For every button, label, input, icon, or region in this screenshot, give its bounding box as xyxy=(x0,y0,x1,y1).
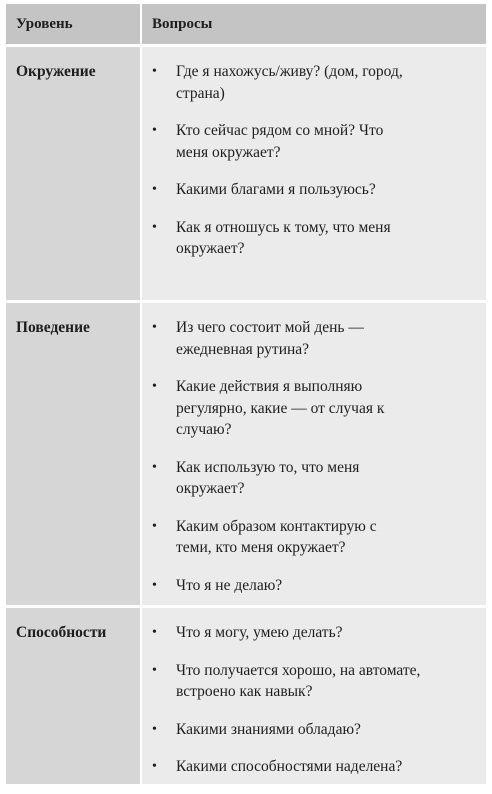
levels-table xyxy=(6,4,486,784)
bullet-icon: • xyxy=(152,662,157,678)
level-cell: Окружение xyxy=(6,47,140,300)
bullet-icon: • xyxy=(152,577,157,593)
table-row xyxy=(6,47,486,300)
bullet-icon: • xyxy=(152,518,157,534)
list-item xyxy=(142,61,412,104)
bullet-icon: • xyxy=(152,320,157,335)
question-text: Какими способностями наделена? xyxy=(176,758,403,775)
question-list xyxy=(142,47,418,276)
questions-cell xyxy=(140,303,486,605)
question-text: Что получается хорошо, на автомате, встроено как навык? xyxy=(176,661,421,700)
questions-cell xyxy=(140,47,486,300)
question-list xyxy=(142,303,418,612)
header-questions: Вопросы xyxy=(140,4,486,44)
bullet-icon: • xyxy=(152,123,157,138)
level-cell: Способности xyxy=(6,608,140,784)
bullet-icon: • xyxy=(152,625,157,640)
question-list xyxy=(142,608,486,794)
question-text: Какие действия я выполняю регулярно, какие — от случая к случаю? xyxy=(176,378,385,438)
bullet-icon: • xyxy=(152,379,157,394)
list-item xyxy=(142,719,480,741)
list-item xyxy=(142,217,412,260)
list-item xyxy=(142,516,412,559)
bullet-icon: • xyxy=(152,759,157,774)
question-text: Что я не делаю? xyxy=(176,576,283,594)
list-item xyxy=(142,756,480,778)
list-item xyxy=(142,376,412,441)
question-text: Где я нахожусь/живу? (дом, город, страна) xyxy=(176,63,403,102)
list-item xyxy=(142,622,480,644)
list-item xyxy=(142,457,412,500)
list-item xyxy=(142,120,412,163)
bullet-icon: • xyxy=(152,219,157,235)
table-row xyxy=(6,608,486,784)
question-text: Что я могу, умею делать? xyxy=(176,624,343,641)
question-text: Как я отношусь к тому, что меня окружает? xyxy=(176,218,391,257)
list-item xyxy=(142,317,412,360)
question-text: Как использую то, что меня окружает? xyxy=(176,458,360,497)
level-cell: Поведение xyxy=(6,303,140,605)
list-item xyxy=(142,660,438,703)
header-level: Уровень xyxy=(6,4,140,44)
bullet-icon: • xyxy=(152,64,157,79)
questions-cell xyxy=(140,608,486,784)
question-text: Какими благами я пользуюсь? xyxy=(176,181,376,198)
list-item xyxy=(142,575,412,597)
list-item xyxy=(142,179,412,201)
question-text: Каким образом контактирую с теми, кто меня окружает? xyxy=(176,517,377,556)
table-header xyxy=(6,4,486,44)
bullet-icon: • xyxy=(152,459,157,475)
table-row xyxy=(6,303,486,605)
bullet-icon: • xyxy=(152,182,157,197)
question-text: Из чего состоит мой день — ежедневная рутина? xyxy=(176,319,364,358)
question-text: Кто сейчас рядом со мной? Что меня окружает? xyxy=(176,122,384,161)
bullet-icon: • xyxy=(152,721,157,737)
question-text: Какими знаниями обладаю? xyxy=(176,720,361,738)
